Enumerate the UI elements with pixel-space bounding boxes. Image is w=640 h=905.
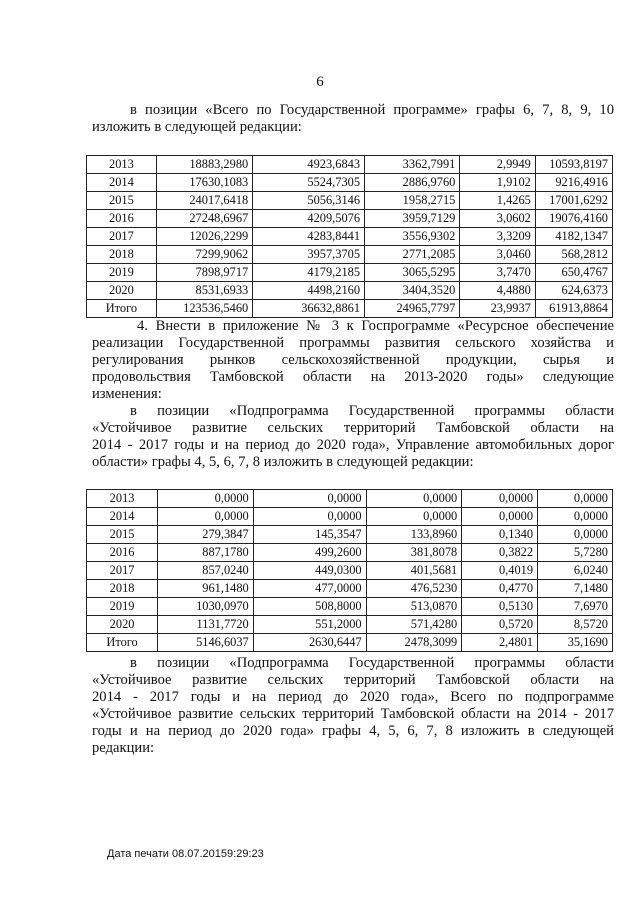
value-cell: 18883,2980 [156, 156, 252, 174]
value-cell: 3,7470 [460, 264, 536, 282]
table-row [87, 598, 613, 616]
year-cell: 2016 [87, 210, 157, 228]
value-cell: 476,5230 [366, 580, 462, 598]
value-cell: 0,0000 [253, 508, 366, 526]
value-cell: 35,1690 [538, 634, 613, 652]
year-cell: 2020 [87, 616, 158, 634]
value-cell: 61913,8864 [535, 300, 612, 318]
value-cell: 4,4880 [460, 282, 536, 300]
value-cell: 3957,3705 [253, 246, 365, 264]
value-cell: 1958,2715 [365, 192, 460, 210]
value-cell: 4498,2160 [253, 282, 365, 300]
value-cell: 4209,5076 [253, 210, 365, 228]
value-cell: 7,1480 [538, 580, 613, 598]
value-cell: 5,7280 [538, 544, 613, 562]
year-cell: 2017 [87, 228, 157, 246]
year-cell: 2019 [87, 598, 158, 616]
table-row [87, 562, 613, 580]
table-row [87, 246, 613, 264]
value-cell: 0,0000 [462, 490, 538, 508]
text-line: регулирования рынков сельскохозяйственной продукции, сырья и [92, 352, 614, 368]
subprogram-total-paragraph [92, 655, 614, 757]
value-cell: 23,9937 [460, 300, 536, 318]
text-line: изменения: [92, 386, 162, 402]
table-row [87, 192, 613, 210]
value-cell: 8531,6933 [156, 282, 252, 300]
value-cell: 8,5720 [538, 616, 613, 634]
value-cell: 5056,3146 [253, 192, 365, 210]
value-cell: 6,0240 [538, 562, 613, 580]
text-line: области» графы 4, 5, 6, 7, 8 изложить в следующей редакции: [92, 454, 474, 470]
value-cell: 1030,0970 [158, 598, 254, 616]
year-cell: 2015 [87, 192, 157, 210]
text-line: 2014 - 2017 годы и на период до 2020 года», Управление автомобильных дорог [92, 437, 614, 453]
value-cell: 27248,6967 [156, 210, 252, 228]
text-line: годы и на период до 2020 года» графы 4, 5, 6, 7, 8 изложить в следующей [92, 723, 614, 739]
value-cell: 7,6970 [538, 598, 613, 616]
value-cell: 1,9102 [460, 174, 536, 192]
value-cell: 123536,5460 [156, 300, 252, 318]
value-cell: 0,5720 [462, 616, 538, 634]
year-cell: 2014 [87, 508, 158, 526]
value-cell: 0,1340 [462, 526, 538, 544]
year-cell: 2015 [87, 526, 158, 544]
value-cell: 3,0602 [460, 210, 536, 228]
value-cell: 145,3547 [253, 526, 366, 544]
value-cell: 3959,7129 [365, 210, 460, 228]
value-cell: 2,4801 [462, 634, 538, 652]
value-cell: 4283,8441 [253, 228, 365, 246]
value-cell: 5146,6037 [158, 634, 254, 652]
value-cell: 2886,9760 [365, 174, 460, 192]
table-road-administration [86, 489, 613, 652]
value-cell: 17630,1083 [156, 174, 252, 192]
value-cell: 4179,2185 [253, 264, 365, 282]
value-cell: 401,5681 [366, 562, 462, 580]
value-cell: 857,0240 [158, 562, 254, 580]
text-line: 2014 - 2017 годы и на период до 2020 года», Всего по подпрограмме [92, 689, 614, 705]
value-cell: 0,5130 [462, 598, 538, 616]
year-cell: 2013 [87, 156, 157, 174]
print-date-footer: Дата печати 08.07.20159:29:23 [107, 848, 264, 860]
text-line: в позиции «Всего по Государственной программе» графы 6, 7, 8, 9, 10 [130, 102, 614, 118]
value-cell: 449,0300 [253, 562, 366, 580]
value-cell: 0,4770 [462, 580, 538, 598]
value-cell: 1131,7720 [158, 616, 254, 634]
value-cell: 0,3822 [462, 544, 538, 562]
table-row [87, 228, 613, 246]
year-cell: 2014 [87, 174, 157, 192]
text-line: редакции: [92, 740, 155, 756]
year-cell: 2019 [87, 264, 157, 282]
table-row [87, 544, 613, 562]
table-total-program [86, 155, 613, 318]
value-cell: 2,9949 [460, 156, 536, 174]
value-cell: 9216,4916 [535, 174, 612, 192]
value-cell: 0,0000 [158, 490, 254, 508]
value-cell: 17001,6292 [535, 192, 612, 210]
table-row [87, 156, 613, 174]
value-cell: 887,1780 [158, 544, 254, 562]
value-cell: 3065,5295 [365, 264, 460, 282]
value-cell: 4182,1347 [535, 228, 612, 246]
value-cell: 568,2812 [535, 246, 612, 264]
value-cell: 0,0000 [253, 490, 366, 508]
section-4-paragraph [92, 318, 614, 471]
value-cell: 19076,4160 [535, 210, 612, 228]
value-cell: 650,4767 [535, 264, 612, 282]
year-cell: Итого [87, 634, 158, 652]
table-row [87, 634, 613, 652]
value-cell: 499,2600 [253, 544, 366, 562]
value-cell: 0,0000 [538, 490, 613, 508]
value-cell: 0,0000 [462, 508, 538, 526]
value-cell: 0,0000 [538, 508, 613, 526]
table-row [87, 490, 613, 508]
text-line: продовольствия Тамбовской области на 2013-2020 годы» следующие [92, 369, 614, 385]
text-line: 4. Внести в приложение № 3 к Госпрограмме «Ресурсное обеспечение [137, 318, 614, 334]
value-cell: 551,2000 [253, 616, 366, 634]
value-cell: 279,3847 [158, 526, 254, 544]
text-line: реализации Государственной программы развития сельского хозяйства и [92, 335, 614, 351]
value-cell: 0,0000 [158, 508, 254, 526]
year-cell: 2018 [87, 246, 157, 264]
text-line: в позиции «Подпрограмма Государственной программы области [130, 655, 614, 671]
table-row [87, 526, 613, 544]
year-cell: 2013 [87, 490, 158, 508]
value-cell: 12026,2299 [156, 228, 252, 246]
text-line: «Устойчивое развитие сельских территорий Тамбовской области на 2014 - 2017 [92, 706, 614, 722]
table-row [87, 210, 613, 228]
value-cell: 2478,3099 [366, 634, 462, 652]
value-cell: 133,8960 [366, 526, 462, 544]
value-cell: 3,3209 [460, 228, 536, 246]
table-row [87, 616, 613, 634]
value-cell: 0,0000 [366, 508, 462, 526]
value-cell: 36632,8861 [253, 300, 365, 318]
value-cell: 2630,6447 [253, 634, 366, 652]
value-cell: 24017,6418 [156, 192, 252, 210]
value-cell: 3404,3520 [365, 282, 460, 300]
text-line: «Устойчивое развитие сельских территорий Тамбовской области на [92, 672, 614, 688]
value-cell: 571,4280 [366, 616, 462, 634]
year-cell: 2016 [87, 544, 158, 562]
value-cell: 0,0000 [538, 526, 613, 544]
value-cell: 4923,6843 [253, 156, 365, 174]
value-cell: 513,0870 [366, 598, 462, 616]
value-cell: 477,0000 [253, 580, 366, 598]
value-cell: 3,0460 [460, 246, 536, 264]
value-cell: 0,4019 [462, 562, 538, 580]
table-row [87, 580, 613, 598]
text-line: в позиции «Подпрограмма Государственной программы области [130, 403, 614, 419]
text-line: изложить в следующей редакции: [92, 119, 302, 135]
value-cell: 5524,7305 [253, 174, 365, 192]
text-line: «Устойчивое развитие сельских территорий Тамбовской области на [92, 420, 614, 436]
value-cell: 24965,7797 [365, 300, 460, 318]
value-cell: 3556,9302 [365, 228, 460, 246]
page-number: 6 [316, 74, 324, 90]
value-cell: 7299,9062 [156, 246, 252, 264]
value-cell: 3362,7991 [365, 156, 460, 174]
table-row [87, 300, 613, 318]
value-cell: 508,8000 [253, 598, 366, 616]
year-cell: 2020 [87, 282, 157, 300]
value-cell: 2771,2085 [365, 246, 460, 264]
table-row [87, 282, 613, 300]
value-cell: 624,6373 [535, 282, 612, 300]
value-cell: 0,0000 [366, 490, 462, 508]
intro-paragraph [92, 102, 614, 136]
year-cell: Итого [87, 300, 157, 318]
value-cell: 10593,8197 [535, 156, 612, 174]
value-cell: 1,4265 [460, 192, 536, 210]
table-row [87, 508, 613, 526]
value-cell: 381,8078 [366, 544, 462, 562]
value-cell: 961,1480 [158, 580, 254, 598]
value-cell: 7898,9717 [156, 264, 252, 282]
year-cell: 2018 [87, 580, 158, 598]
year-cell: 2017 [87, 562, 158, 580]
table-row [87, 264, 613, 282]
table-row [87, 174, 613, 192]
